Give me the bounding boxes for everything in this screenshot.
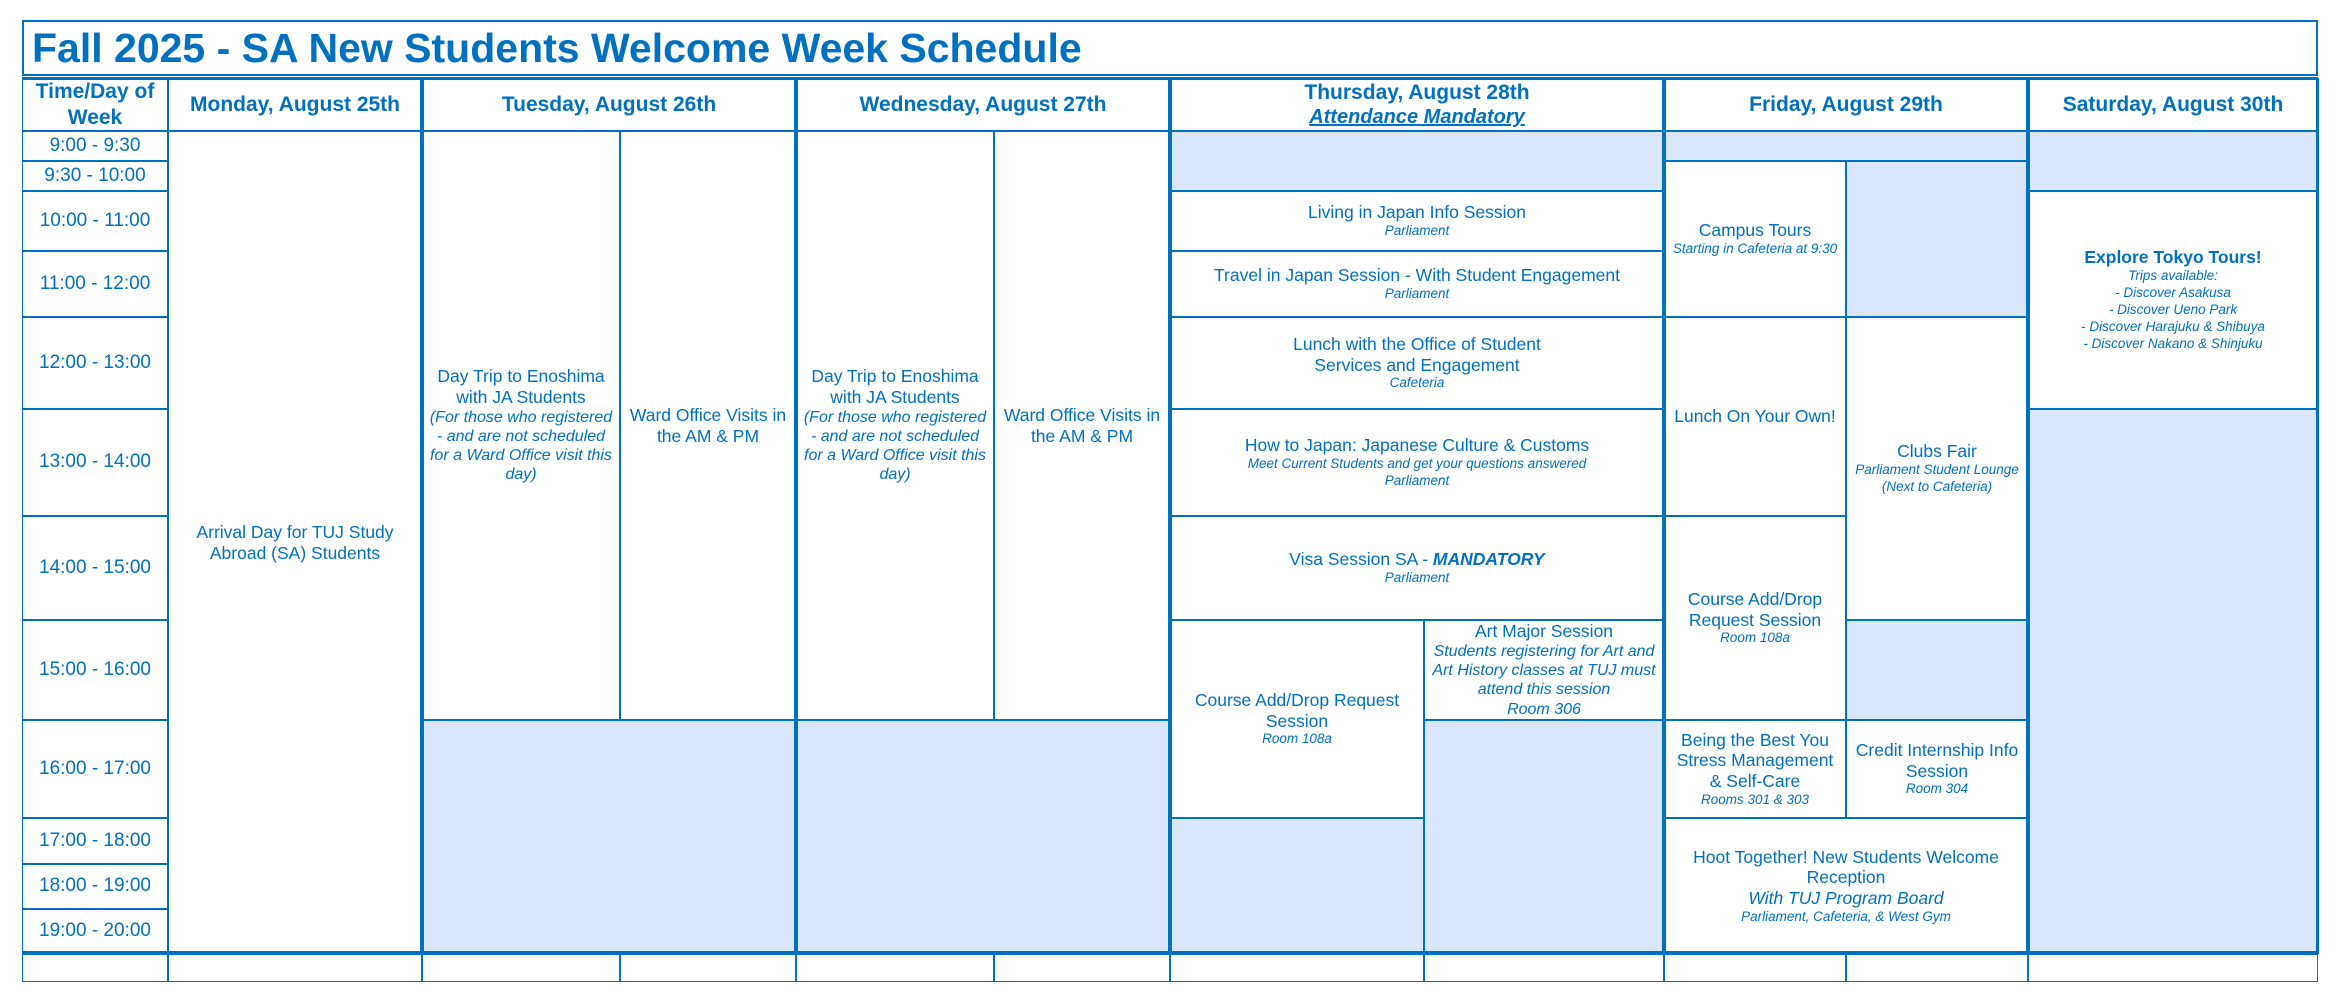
blank-row-cell (168, 954, 422, 982)
session-location: Parliament, Cafeteria, & West Gym (1741, 908, 1951, 924)
friday-empty-block (1846, 620, 2028, 720)
schedule-grid (22, 78, 2318, 982)
friday-course-add-drop-session (1664, 516, 1846, 720)
header-saturday: Saturday, August 30th (2028, 78, 2318, 131)
thursday-art-major-session (1424, 620, 1664, 720)
trip-note: (For those who registered - and are not scheduled for a Ward Office visit this day) (429, 408, 613, 484)
friday-clubs-fair (1846, 317, 2028, 620)
session-title: Course Add/Drop Request Session (1687, 588, 1823, 630)
friday-being-the-best-you-session (1664, 720, 1846, 818)
session-location: Room 304 (1905, 781, 1969, 797)
time-slot: 17:00 - 18:00 (22, 818, 168, 864)
tuesday-empty-block (422, 720, 796, 954)
trip-note: (For those who registered - and are not scheduled for a Ward Office visit this day) (803, 408, 987, 484)
thursday-empty-block (1170, 131, 1664, 191)
session-location: Room 306 (1507, 700, 1581, 718)
saturday-empty-block (2028, 409, 2318, 954)
session-title: How to Japan: Japanese Culture & Customs (1244, 435, 1590, 456)
session-title (1289, 549, 1544, 570)
session-location-note: (Next to Cafeteria) (1881, 478, 1993, 494)
time-slot: 12:00 - 13:00 (22, 317, 168, 409)
page-title: Fall 2025 - SA New Students Welcome Week Schedule (22, 20, 2318, 76)
session-location: Parliament (1384, 569, 1450, 585)
friday-welcome-reception (1664, 818, 2028, 954)
tuesday-ward-office-visits: Ward Office Visits in the AM & PM (620, 131, 796, 720)
header-thursday-label: Thursday, August 28th (1304, 80, 1530, 104)
tour-item: - Discover Asakusa (2115, 285, 2231, 300)
time-slot: 9:00 - 9:30 (22, 131, 168, 161)
session-location: Parliament Student Lounge (1855, 461, 2019, 477)
session-title: Clubs Fair (1897, 441, 1977, 462)
time-slot: 13:00 - 14:00 (22, 409, 168, 516)
session-title: Living in Japan Info Session (1308, 202, 1526, 223)
session-title: Explore Tokyo Tours! (2084, 247, 2262, 268)
time-slot: 9:30 - 10:00 (22, 161, 168, 191)
blank-row-cell (620, 954, 796, 982)
thursday-lunch-student-services (1170, 317, 1664, 409)
session-location: Room 108a (1720, 630, 1790, 646)
time-slot: 11:00 - 12:00 (22, 251, 168, 317)
blank-row-cell (1846, 954, 2028, 982)
session-location: Rooms 301 & 303 (1700, 791, 1810, 807)
session-title: Being the Best You Stress Management & Self-Care (1676, 729, 1834, 791)
session-title: Campus Tours (1698, 220, 1812, 241)
friday-lunch-on-your-own: Lunch On Your Own! (1664, 317, 1846, 516)
tour-item: - Discover Harajuku & Shibuya (2081, 318, 2265, 334)
blank-row-cell (1424, 954, 1664, 982)
friday-campus-tours (1664, 161, 1846, 317)
saturday-empty-block (2028, 131, 2318, 191)
session-title: Art Major Session (1474, 621, 1614, 642)
trip-title: Day Trip to Enoshima with JA Students (437, 366, 605, 408)
session-title: Hoot Together! New Students Welcome Reception (1693, 846, 1999, 888)
blank-row-cell (22, 954, 168, 982)
friday-empty-block (1846, 161, 2028, 317)
blank-row-cell (994, 954, 1170, 982)
tour-item: - Discover Nakano & Shinjuku (2083, 335, 2263, 351)
trip-title: Day Trip to Enoshima with JA Students (811, 366, 979, 408)
saturday-explore-tokyo-tours (2028, 191, 2318, 409)
blank-row-cell (1170, 954, 1424, 982)
session-title: Travel in Japan Session - With Student Engagement (1214, 265, 1620, 286)
header-friday: Friday, August 29th (1664, 78, 2028, 131)
session-title: Credit Internship Info Session (1855, 739, 2019, 781)
session-location: Room 108a (1262, 731, 1332, 747)
thursday-visa-session (1170, 516, 1664, 620)
wednesday-empty-block (796, 720, 1170, 954)
visa-mandatory-label: MANDATORY (1432, 549, 1545, 570)
header-tuesday: Tuesday, August 26th (422, 78, 796, 131)
blank-row-cell (2028, 954, 2318, 982)
wednesday-ward-office-visits: Ward Office Visits in the AM & PM (994, 131, 1170, 720)
header-monday: Monday, August 25th (168, 78, 422, 131)
friday-empty-block (1664, 131, 2028, 161)
session-note: Students registering for Art and Art History classes at TUJ must attend this session (1432, 642, 1656, 699)
thursday-how-to-japan-session (1170, 409, 1664, 516)
thursday-empty-block (1424, 720, 1664, 954)
session-title: Lunch with the Office of Student Services and Engagement (1293, 333, 1541, 375)
time-slot: 19:00 - 20:00 (22, 909, 168, 954)
header-time: Time/Day of Week (22, 78, 168, 131)
blank-row-cell (422, 954, 620, 982)
session-title: Course Add/Drop Request Session (1194, 689, 1400, 731)
thursday-living-in-japan-session (1170, 191, 1664, 251)
session-subtitle: With TUJ Program Board (1748, 887, 1944, 908)
time-slot: 16:00 - 17:00 (22, 720, 168, 818)
blank-row-cell (796, 954, 994, 982)
time-slot: 14:00 - 15:00 (22, 516, 168, 620)
thursday-travel-in-japan-session (1170, 251, 1664, 317)
header-wednesday: Wednesday, August 27th (796, 78, 1170, 131)
tuesday-enoshima-trip (422, 131, 620, 720)
attendance-mandatory-note: Attendance Mandatory (1309, 106, 1525, 129)
session-location: Parliament (1384, 285, 1450, 301)
wednesday-enoshima-trip (796, 131, 994, 720)
thursday-empty-block (1170, 818, 1424, 954)
session-location: Starting in Cafeteria at 9:30 (1672, 240, 1838, 256)
header-thursday (1170, 78, 1664, 131)
tour-item: - Discover Ueno Park (2108, 301, 2238, 317)
time-slot: 18:00 - 19:00 (22, 864, 168, 909)
session-location: Parliament (1384, 472, 1450, 488)
session-location: Cafeteria (1389, 375, 1445, 391)
tours-intro: Trips available: (2128, 268, 2218, 284)
blank-row-cell (1664, 954, 1846, 982)
session-subtitle: Meet Current Students and get your questions answered (1247, 455, 1587, 471)
friday-credit-internship-session (1846, 720, 2028, 818)
time-slot: 10:00 - 11:00 (22, 191, 168, 251)
session-location: Parliament (1384, 222, 1450, 238)
time-slot: 15:00 - 16:00 (22, 620, 168, 720)
monday-arrival-day: Arrival Day for TUJ Study Abroad (SA) Students (168, 131, 422, 954)
visa-session-label: Visa Session SA - (1289, 549, 1433, 570)
thursday-course-add-drop-session (1170, 620, 1424, 818)
